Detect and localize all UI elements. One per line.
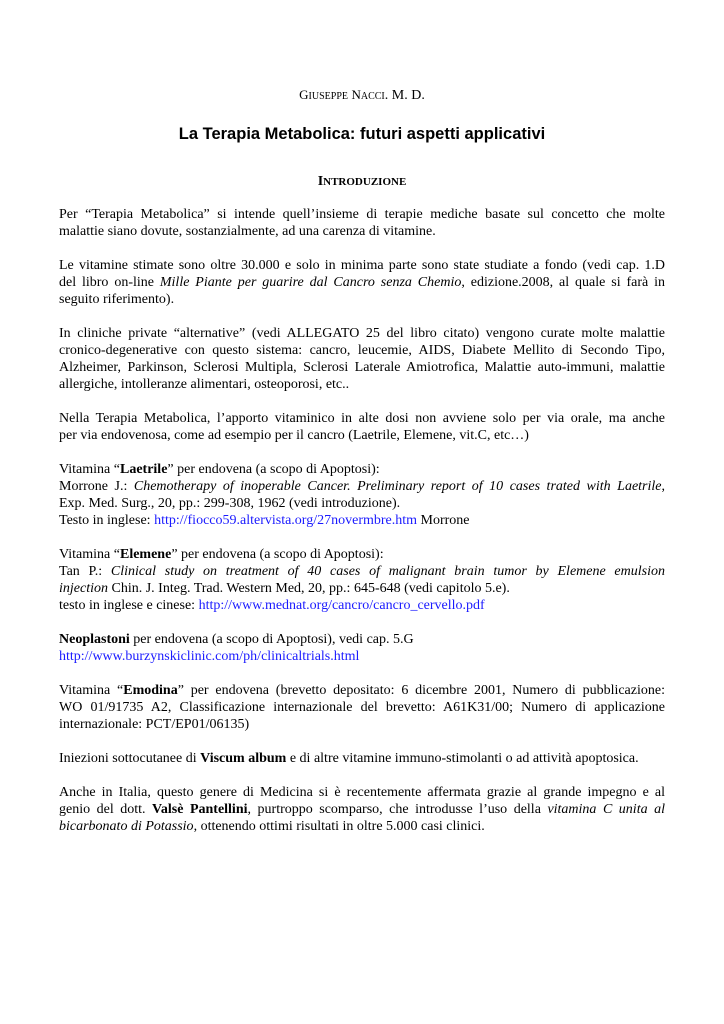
reference-author: Tan P.: xyxy=(59,564,111,579)
entry-title xyxy=(59,546,665,563)
paragraph-italia xyxy=(59,784,665,835)
paragraph-line: Le vitamine stimate sono oltre 30.000 e solo in minima parte sono state studiate a fondo (vedi cap. 1.D xyxy=(59,258,665,273)
entry-title xyxy=(59,461,665,478)
paragraph-definition xyxy=(59,206,665,240)
text-fragment: Testo in inglese: xyxy=(59,513,155,528)
paragraph-line: cronico-degenerative con questo sistema: cancro, leucemie, AIDS, Diabete Mellito di Secondo Tipo, xyxy=(59,343,665,358)
neoplastoni-link[interactable]: http://www.burzynskiclinic.com/ph/clinicaltrials.html xyxy=(59,649,360,664)
reference-author: Morrone J.: xyxy=(59,479,134,494)
entry-neoplastoni xyxy=(59,631,665,665)
text-fragment: genio del dott. xyxy=(59,802,153,817)
paragraph-intake xyxy=(59,410,665,444)
reference-journal: Chin. J. Integ. Trad. Western Med, 20, pp.: 645-648 (vedi capitolo 5.e). xyxy=(108,581,510,596)
remedy-name: Viscum album xyxy=(200,751,287,766)
author-suffix: . M. D. xyxy=(384,88,425,103)
reference-title: injection xyxy=(59,581,108,596)
entry-emodina xyxy=(59,682,665,733)
reference-line xyxy=(59,580,665,597)
author-line xyxy=(59,86,665,105)
author-first-initial: G xyxy=(299,87,309,102)
text-fragment: Vitamina “ xyxy=(59,547,120,562)
vitamin-name: Emodina xyxy=(123,683,178,698)
entry-laetrile xyxy=(59,461,665,529)
author-first-rest: IUSEPPE xyxy=(308,91,348,102)
entry-viscum xyxy=(59,750,665,767)
book-title: Mille Piante per guarire dal Cancro senza Chemio xyxy=(159,275,462,290)
section-heading xyxy=(59,173,665,191)
text-fragment: e di altre vitamine immuno-stimolanti o ad attività apoptosica. xyxy=(286,751,639,766)
paragraph-line: seguito riferimento). xyxy=(59,292,175,307)
text-fragment: del libro on-line xyxy=(59,275,160,290)
text-fragment: testo in inglese e cinese: xyxy=(59,598,199,613)
entry-title xyxy=(59,631,665,648)
text-link-line xyxy=(59,512,665,529)
text-fragment: ” per endovena (a scopo di Apoptosi): xyxy=(171,547,384,562)
author-last-initial: N xyxy=(351,87,361,102)
vitamin-name: Elemene xyxy=(119,547,172,562)
paragraph-line: allergiche, intolleranze alimentari, osteoporosi, etc.. xyxy=(59,377,350,392)
vitamin-name: Neoplastoni xyxy=(59,632,130,647)
paragraph-clinics xyxy=(59,325,665,393)
reference-journal: Exp. Med. Surg., 20, pp.: 299-308, 1962 (vedi introduzione). xyxy=(59,496,401,511)
paragraph-line: per via endovenosa, come ad esempio per il cancro (Laetrile, Elemene, vit.C, etc…) xyxy=(59,428,529,443)
paragraph-line: Anche in Italia, questo genere di Medicina si è recentemente affermata grazie al grande impegno e al xyxy=(59,785,665,800)
text-fragment: per endovena (a scopo di Apoptosi), vedi cap. 5.G xyxy=(129,632,414,647)
heading-rest: NTRODUZIONE xyxy=(323,176,407,188)
text-fragment: Vitamina “ xyxy=(59,462,120,477)
paragraph-line: internazionale: PCT/EP01/06135) xyxy=(59,717,250,732)
text-fragment: Vitamina “ xyxy=(59,683,124,698)
reference-title: Clinical study on treatment of 40 cases of malignant brain tumor by Elemene emulsion xyxy=(110,564,665,579)
text-fragment: Morrone xyxy=(417,513,470,528)
text-link-line xyxy=(59,597,665,614)
vitamin-name: Laetrile xyxy=(119,462,168,477)
paragraph-line xyxy=(59,801,665,818)
reference-title: Chemotherapy of inoperable Cancer. Preliminary report of 10 cases trated with Laetrile xyxy=(133,479,662,494)
paragraph-line: In cliniche private “alternative” (vedi ALLEGATO 25 del libro citato) vengono curate molte malattie xyxy=(59,326,665,341)
reference-line xyxy=(59,478,665,495)
text-fragment: ” per endovena (brevetto depositato: 6 dicembre 2001, Numero di pubblicazione: xyxy=(177,683,665,698)
text-fragment: Iniezioni sottocutanee di xyxy=(59,751,201,766)
entry-elemene xyxy=(59,546,665,614)
doctor-name: Valsè Pantellini xyxy=(152,802,248,817)
text-fragment: , edizione.2008, al quale si farà in xyxy=(461,275,666,290)
treatment-name: bicarbonato di Potassio xyxy=(59,819,194,834)
paragraph-line: Alzheimer, Parkinson, Sclerosi Multipla, Sclerosi Laterale Amiotrofica, Malattie auto-immuni, malattie xyxy=(59,360,665,375)
text-fragment: , xyxy=(661,479,665,494)
heading-initial: I xyxy=(317,174,324,189)
entry-title xyxy=(59,682,665,699)
text-fragment: , purtroppo scomparso, che introdusse l’uso della xyxy=(247,802,548,817)
text-fragment: ” per endovena (a scopo di Apoptosi): xyxy=(167,462,380,477)
author-last-rest: ACCI xyxy=(360,91,385,102)
paragraph-line: Nella Terapia Metabolica, l’apporto vitaminico in alte dosi non avviene solo per via orale, ma anche xyxy=(59,411,665,426)
paragraph-line xyxy=(59,818,665,835)
paragraph-line: malattie siano dovute, sostanzialmente, ad una carenza di vitamine. xyxy=(59,224,436,239)
paragraph-line: Per “Terapia Metabolica” si intende quell’insieme di terapie mediche basate sul concetto che molte xyxy=(59,207,665,222)
document-title: La Terapia Metabolica: futuri aspetti applicativi xyxy=(178,125,546,143)
reference-line xyxy=(59,563,665,580)
text-fragment: , ottenendo ottimi risultati in oltre 5.000 casi clinici. xyxy=(193,819,485,834)
paragraph-line xyxy=(59,750,665,767)
text-link-line xyxy=(59,648,665,665)
paragraph-vitamins xyxy=(59,257,665,308)
laetrile-link[interactable]: http://fiocco59.altervista.org/27novermbre.htm xyxy=(154,513,418,528)
treatment-name: vitamina C unita al xyxy=(547,802,665,817)
paragraph-line xyxy=(59,274,665,291)
paragraph-line: WO 01/91735 A2, Classificazione internazionale del brevetto: A61K31/00; Numero di applicazione xyxy=(59,700,665,715)
elemene-link[interactable]: http://www.mednat.org/cancro/cancro_cervello.pdf xyxy=(198,598,485,613)
